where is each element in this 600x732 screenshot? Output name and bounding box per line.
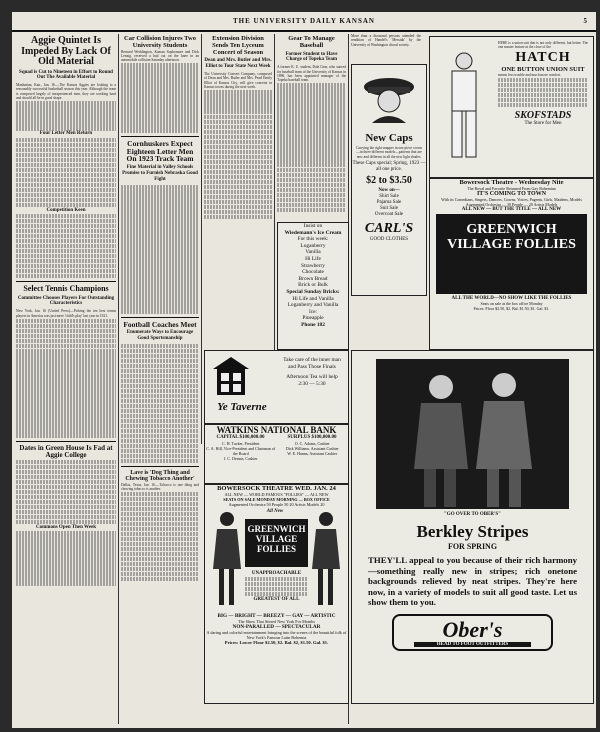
article-tennis-lead: New York, Jan. 16 (United Press)—Picking the ten best tennis players in America was just mere 'child's play' last year in 1921. bbox=[16, 309, 116, 318]
subhead-tennis: Committee Chooses Players For Outstanding Characteristics bbox=[17, 295, 115, 307]
berkley-body: THEY'LL appeal to you because of their rich harmony—something really new in stripes; rich onetone backgrounds relieved by neat stripes. They're here now, in a variety of models to suit all good taste. Let us show them to you. bbox=[368, 555, 577, 607]
caps-item: Suit Sale bbox=[380, 206, 398, 212]
berkley-subtitle: FOR SPRING bbox=[447, 542, 498, 551]
bowersock-bottom-bright: BIG — BRIGHT — BREEZY — GAY — ARTISTIC bbox=[217, 613, 336, 619]
wiedemann-special-label: Special Sunday Bricks: bbox=[286, 288, 340, 295]
obers-logo: Ober's bbox=[442, 616, 503, 642]
caps-body: Carrying the right snapper in one piece crown—in three different models—patterns that are new and different in all the new light shades. bbox=[356, 146, 422, 159]
bowersock-bottom-tag1: UNAPPROACHABLE bbox=[251, 571, 302, 576]
article-gear-lead: A former K. U. student, Dale Gear, who starred for baseball team of the University of Kansas in 1890, has been appointed manager of the Topeka baseball team. bbox=[277, 65, 346, 83]
wiedemann-line3: For this week: bbox=[297, 236, 329, 243]
caps-store-logo: CARL'S bbox=[364, 221, 414, 237]
bank-title: WATKINS NATIONAL BANK bbox=[216, 425, 337, 435]
wiedemann-phone: Phone 182 bbox=[301, 321, 325, 328]
men-in-suits-image bbox=[376, 359, 569, 509]
caps-price: $2 to $3.50 bbox=[366, 175, 412, 187]
bank-officer: J. C. Dennis, Cashier bbox=[223, 456, 258, 461]
hatch-lead: HERE is a union suit that is not only different, but better. The one master feature at the close of the bbox=[498, 41, 588, 50]
follies-title: GREENWICH VILLAGE FOLLIES bbox=[447, 222, 576, 252]
wiedemann-flavor: Hi Life bbox=[305, 255, 321, 262]
bowersock-bottom-pageant: NON-PARALLED — SPECTACULAR bbox=[232, 624, 321, 630]
ad-ye-taverne bbox=[204, 350, 349, 424]
bowersock-bottom-line2: SEATS ON SALE MONDAY MORNING — BOX OFFICE bbox=[223, 497, 330, 502]
newspaper-page bbox=[12, 12, 596, 728]
bowersock-bottom-title: BOWERSOCK THEATRE WED. JAN. 24 bbox=[217, 485, 336, 492]
follies-badge: All New bbox=[266, 509, 284, 514]
bowersock-top-seats: Seats on sale at the box office Monday bbox=[480, 301, 543, 306]
hatch-body: means less trouble and much more comfort. bbox=[498, 72, 561, 77]
headline-gear-baseball: Gear To Manage Baseball bbox=[288, 35, 335, 49]
bank-capital: CAPITAL $100,000.00 bbox=[216, 435, 265, 440]
wiedemann-line1: Insist on bbox=[303, 223, 323, 229]
wiedemann-line2: Wiedemann's Ice Cream bbox=[284, 229, 342, 236]
headline-tennis: Select Tennis Champions bbox=[23, 284, 109, 294]
caps-price-label: These Caps special; Spring, 1923 — all one price. bbox=[352, 161, 426, 173]
bank-officer: Dick Williams, Assistant Cashier bbox=[285, 446, 339, 451]
subhead-letter-men: Four Letter Men Return bbox=[39, 131, 93, 137]
follies-bottom-title: GREENWICH VILLAGE FOLLIES bbox=[247, 524, 306, 554]
hatch-store-logo: SKOFSTADS bbox=[514, 110, 572, 122]
headline-aggie-quintet: Aggie Quintet Is Impeded By Lack Of Old Material bbox=[21, 35, 111, 67]
bowersock-top-subtitle: The Royal and Favorite Returned From Gay Bohemian bbox=[467, 186, 556, 191]
berkley-caption: "GO OVER TO OBER'S" bbox=[444, 512, 501, 517]
hatch-title: HATCH bbox=[515, 49, 571, 65]
caps-title: New Caps bbox=[365, 132, 413, 144]
subhead-gear: Former Student to Have Charge of Topeka Team bbox=[285, 51, 338, 63]
caps-item: Shirt Sale bbox=[379, 194, 399, 200]
column-4 bbox=[277, 34, 346, 234]
column-1 bbox=[16, 34, 116, 724]
headline-cornhuskers: Cornhuskers Expect Eighteen Letter Men On 1923 Track Team bbox=[126, 138, 194, 164]
masthead-title: THE UNIVERSITY DAILY KANSAN bbox=[233, 17, 375, 25]
page-number: 5 bbox=[583, 17, 588, 25]
column-5-top bbox=[351, 34, 421, 64]
bowersock-bottom-tag2: GREATEST OF ALL bbox=[253, 596, 300, 602]
column-rule bbox=[118, 34, 119, 724]
bowersock-top-cast: With its Comedians, Singers, Dancers, Gowns, Voices, Pagents, Girls, Maidens, Models bbox=[441, 197, 582, 202]
wiedemann-flavor: Strawberry bbox=[301, 262, 325, 269]
ad-bowersock-top bbox=[429, 178, 594, 350]
caps-item: Overcoat Sale bbox=[374, 212, 404, 218]
two-men-illustration bbox=[376, 359, 569, 509]
dancer-figure-right bbox=[308, 509, 344, 609]
bowersock-top-prices: Prices: Floor $2.50, $2. Bal. $1.50, $1. Gal. $1. bbox=[473, 306, 550, 311]
wiedemann-flavor: Brown Bread bbox=[298, 275, 328, 282]
obers-tagline: HEAD TO FOOT OUTFITTERS bbox=[414, 642, 531, 647]
masthead bbox=[12, 12, 596, 32]
ad-bowersock-bottom bbox=[204, 484, 349, 704]
bowersock-top-augment: Augmented Orchestra — 30 People — 20 Artists Models bbox=[465, 202, 558, 207]
follies-bottom-banner bbox=[245, 519, 308, 567]
dancer-figure-left bbox=[209, 509, 245, 609]
subhead-football-coaches: Enumerate Ways to Encourage Good Sportsmanship bbox=[126, 330, 194, 342]
taverne-name: Ye Taverne bbox=[217, 401, 267, 413]
wiedemann-special: Hi Life and Vanilla bbox=[292, 295, 334, 302]
subhead-cornhuskers: Fine Material in Valley Schools Promise to Furnish Nebraska Good Fight bbox=[122, 165, 198, 182]
bowersock-bottom-prices: Prices: Lower Floor $2.50, $2. Bal. $2, $1.50. Gal. $1. bbox=[224, 640, 329, 645]
bowersock-bottom-line3: Augmented Orchestra 50 People 50 20 Artists Models 20 bbox=[228, 502, 325, 507]
headline-green-house: Dates in Green House Is Fad at Aggie College bbox=[19, 443, 113, 459]
wiedemann-ice-label: Ice: bbox=[308, 308, 318, 315]
article-extension-lead: The University Concert Company, composed of Dean and Mrs. Butler and Mrs. Pearl Emily Elliot of Kansas City, will give concerts in Kansas towns during the next week. bbox=[204, 71, 272, 90]
lantern-icon bbox=[211, 355, 251, 399]
ad-watkins-bank bbox=[204, 424, 349, 484]
bowersock-top-coming: IT'S COMING TO TOWN bbox=[476, 191, 547, 197]
wiedemann-special2: Loganberry and Vanilla bbox=[287, 302, 339, 309]
subhead-aggie: Squad is Cut to Nineteen in Effort to Round Out The Available Material bbox=[19, 69, 113, 81]
hatch-tagline: The Store for Men bbox=[524, 121, 562, 127]
ad-wiedemann bbox=[277, 222, 349, 350]
ad-berkley-stripes bbox=[351, 350, 594, 704]
column-3 bbox=[204, 34, 272, 234]
wiedemann-flavor: Loganberry bbox=[300, 242, 326, 249]
follies-banner bbox=[436, 214, 587, 294]
bowersock-bottom-line1: ALL NEW — WORLD FAMOUS "FOLLIES" — ALL NEW bbox=[224, 492, 329, 497]
bowersock-top-all-new: ALL NEW — BUT THE TITLE — ALL NEW bbox=[461, 207, 562, 212]
taverne-line1: Take care of the inner man and Pass Those Finals bbox=[283, 357, 341, 370]
bank-officer: W. E. Hanna, Assistant Cashier bbox=[287, 451, 338, 456]
wiedemann-ice: Pineapple bbox=[302, 315, 324, 322]
wiedemann-extra: Brick or Bulk bbox=[298, 282, 328, 289]
union-suit-illustration bbox=[434, 47, 494, 167]
bowersock-top-tag: ALL THE WORLD—NO SHOW LIKE THE FOLLIES bbox=[451, 296, 572, 301]
article-aggie-lead: Manhattan, Kan., Jan. 16.—The Kansas Aggies are looking to a reasonably successful basketball season this year. Although the team is composed largely of inexperienced men, they are working hard and should all be in good shape. bbox=[16, 83, 116, 101]
subhead-competition: Competition Keen bbox=[46, 207, 86, 213]
taverne-hours: 2:30 — 5:30 bbox=[298, 380, 326, 387]
bank-officer: O. C. Adams, Cashier bbox=[294, 441, 330, 446]
article-car-lead: Bernard Weddington, Kansas Sophomore and Dick Lenzig, received a bad cut on the knee in an automobile collision Saturday afternoon. bbox=[121, 49, 199, 63]
column-rule bbox=[201, 34, 202, 444]
ad-hatch bbox=[429, 36, 594, 178]
bowersock-bottom-funniest: The Show That Stirred New York For Months bbox=[238, 619, 315, 624]
column-2 bbox=[121, 34, 199, 724]
caps-item: Pajama Sale bbox=[376, 200, 402, 206]
bank-officer: C. H. Tucker, President bbox=[222, 441, 260, 446]
article-tobacco-lead: Dallas, Texas, Jan. 16.—Tobacco is one thing and chewing tobacco is another. bbox=[121, 482, 199, 491]
bank-officer: C. A. Hill, Vice-President and Chairman of the Board bbox=[206, 446, 276, 456]
caps-tagline: GOOD CLOTHES bbox=[369, 237, 409, 243]
headline-car-collision: Car Collision Injures Two University Students bbox=[124, 35, 196, 49]
subhead-commons: Commons Open Then Week bbox=[36, 524, 96, 530]
article-messiah: More than a thousand persons attended the rendition of Handel's 'Messiah' by the University of Washington choral society. bbox=[351, 34, 421, 47]
ad-new-caps bbox=[351, 64, 427, 296]
wiedemann-flavor: Chocolate bbox=[302, 269, 324, 276]
headline-extension: Extension Division Sends Ten Lyceum Concert of Season bbox=[212, 35, 264, 56]
taverne-hours-label: Afternoon Tea will help bbox=[286, 374, 338, 381]
berkley-title: Berkley Stripes bbox=[416, 522, 529, 541]
bowersock-top-title: Bowersock Theatre - Wednesday Nite bbox=[459, 179, 564, 186]
bank-surplus: SURPLUS $100,000.00 bbox=[287, 435, 337, 440]
headline-football-coaches: Football Coaches Meet bbox=[123, 319, 197, 329]
cap-illustration bbox=[352, 65, 426, 127]
caps-now-on: Now on— bbox=[378, 188, 400, 194]
bowersock-bottom-foot: A daring and colorful entertainment bringing into the scenes of the beautiful folk of New York's Famous Latin Bohemia bbox=[206, 630, 347, 640]
hatch-subtitle: ONE BUTTON UNION SUIT bbox=[501, 65, 585, 73]
subhead-extension: Dean and Mrs. Butler and Mrs. Elliot to Tour State Next Week bbox=[204, 58, 272, 70]
wiedemann-flavor: Vanilla bbox=[305, 249, 321, 256]
headline-chewing-tobacco: Lave is 'Dog Thing and Chewing Tobacco Another' bbox=[125, 469, 195, 483]
